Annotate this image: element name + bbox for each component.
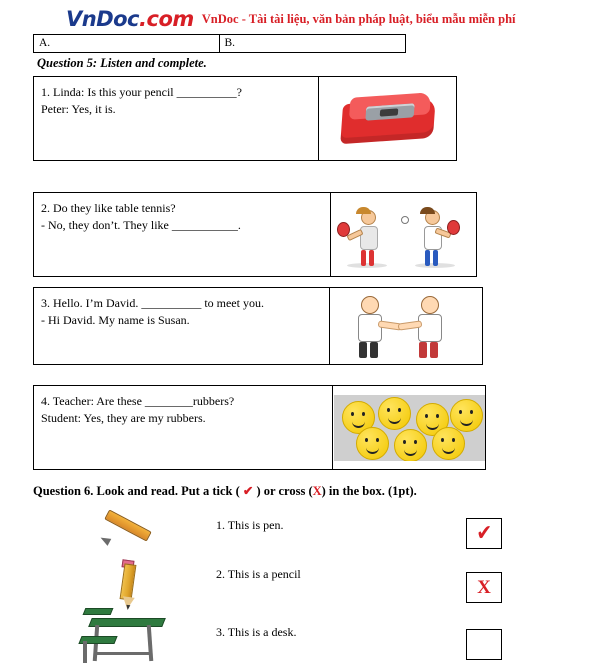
cross-icon: X [312,484,322,498]
eraser-eye [351,412,354,416]
person-left-leg-1 [359,342,367,358]
item-1-text [34,77,318,160]
player-right-hair [420,207,435,214]
person-left-leg-2 [370,342,378,358]
item-1-line-1: 1. Linda: Is this your pencil __________? [41,85,242,99]
answer-cell-b[interactable]: B. [224,37,236,49]
player-left-leg-1 [361,250,366,266]
question-5-item-2 [33,192,477,277]
pencil-sharpener-image [318,77,456,160]
question-5-item-4 [33,385,486,470]
eraser-eye [436,414,439,418]
eraser-eye [362,412,365,416]
player-right-head [425,210,440,225]
page-header [0,4,600,34]
smiley-erasers-image [332,386,485,469]
vndoc-logo [66,6,194,31]
question-5-item-3 [33,287,483,365]
chair-leg [83,641,87,663]
item-2-line-2: - No, they don’t. They like ___________. [41,218,241,233]
question-5-item-1 [33,76,457,161]
player-right-leg-1 [425,250,430,266]
question-6-heading [33,483,417,499]
question-6-heading-part1: Question 6. Look and read. Put a tick ( [33,484,243,498]
item-3-line-1: 3. Hello. I’m David. __________ to meet you. [41,296,264,310]
question-6-item-2-text: 2. This is a pencil [216,567,301,581]
item-4-line-2: Student: Yes, they are my rubbers. [41,411,206,426]
answer-box-1[interactable] [466,518,502,549]
eraser-face-2 [378,397,411,430]
person-right-leg-1 [419,342,427,358]
item-2-line-1: 2. Do they like table tennis? [41,201,176,215]
person-right-head [421,296,439,314]
person-left-head [361,296,379,314]
eraser-mouth [404,447,417,456]
eraser-eye [452,438,455,442]
eraser-eye [387,408,390,412]
eraser-eye [365,438,368,442]
player-left-torso [360,226,378,250]
person-left-legs [358,342,380,358]
eraser-mouth [366,445,379,454]
item-2-text [34,193,330,276]
answer-box-3[interactable] [466,629,502,660]
desk-top [88,618,166,627]
desk-leg-right [147,625,154,661]
person-right-shirt [418,314,442,342]
handshake-greeting-image [329,288,482,364]
player-left-hair [356,207,371,214]
question-5-heading: Question 5: Listen and complete. [37,56,207,70]
person-left-shirt [358,314,382,342]
player-left [357,210,381,266]
answer-ab-row [33,34,406,53]
eraser-eye [425,414,428,418]
eraser-mouth [352,419,365,428]
eraser-eye [470,410,473,414]
answer-1-mark: ✔ [476,520,492,546]
logo-text-dot: . [139,6,147,31]
eraser-face-6 [394,429,427,461]
desk-image [78,608,174,668]
eraser-face-7 [432,427,465,460]
table-tennis-players-image [330,193,476,276]
eraser-eye [414,440,417,444]
pen-body [104,509,152,541]
item-4-line-1: 4. Teacher: Are these ________rubbers? [41,394,235,408]
logo-text-vndoc: VnDoc [66,6,140,31]
player-right-bat [447,220,460,235]
person-right-leg-2 [430,342,438,358]
pen-image [100,514,160,552]
question-6-item-3-text: 3. This is a desk. [216,625,297,639]
shuttlecock-ball [401,216,409,224]
item-3-text [34,288,329,364]
pen-nib [99,534,112,546]
item-1-line-2: Peter: Yes, it is. [41,102,116,117]
player-left-head [361,210,376,225]
tick-icon: ✔ [242,484,254,498]
erasers-illustration [334,395,485,461]
sharpener-hole [379,108,398,116]
eraser-mouth [442,445,455,454]
eraser-eye [398,408,401,412]
header-title: VnDoc - Tài tài liệu, văn bản pháp luật, biểu mẫu miễn phí [201,11,516,26]
person-right [418,296,442,358]
handshake-illustration [332,294,480,358]
player-right [421,210,445,266]
eraser-mouth [460,417,473,426]
question-6-heading-part2: ) or cross ( [253,484,313,498]
table-tennis-illustration [333,202,475,268]
person-right-legs [418,342,440,358]
question-6-heading-part3: ) in the box. (1pt). [321,484,417,498]
eraser-eye [376,438,379,442]
player-left-legs [360,250,376,266]
person-left [358,296,382,358]
player-left-leg-2 [369,250,374,266]
player-right-leg-2 [433,250,438,266]
eraser-eye [441,438,444,442]
eraser-eye [459,410,462,414]
item-4-text [34,386,332,469]
chair-back [83,608,114,615]
answer-box-2[interactable] [466,572,502,603]
desk-crossbar [94,652,152,655]
eraser-eye [403,440,406,444]
question-6-item-1-text: 1. This is pen. [216,518,284,532]
logo-text-com: com [146,6,194,31]
eraser-mouth [388,415,401,424]
pencil-body [120,563,137,600]
sharpener-illustration [336,91,440,147]
eraser-face-5 [356,427,389,460]
item-3-line-2: - Hi David. My name is Susan. [41,313,190,328]
answer-2-mark: X [477,576,491,598]
pencil-image [112,560,148,612]
answer-cell-a[interactable]: A. [34,35,220,52]
eraser-face-4 [450,399,483,432]
player-left-bat [337,222,350,237]
eraser-mouth [426,421,439,430]
player-right-legs [424,250,440,266]
